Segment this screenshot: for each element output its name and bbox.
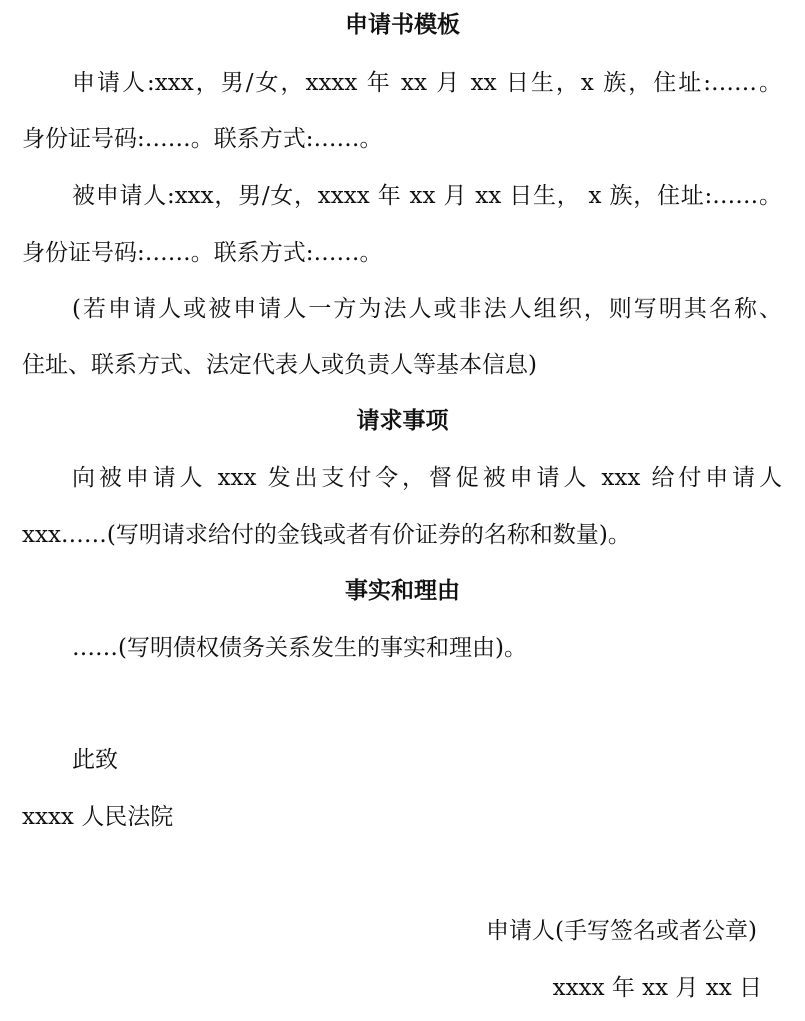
claims-line-1: 向被申请人 xxx 发出支付令，督促被申请人 xxx 给付申请人	[72, 465, 782, 491]
applicant-line-2: 身份证号码:……。联系方式:……。	[22, 126, 383, 152]
claims-heading: 请求事项	[356, 408, 449, 434]
signer-line: 申请人(手写签名或者公章)	[486, 918, 757, 944]
respondent-line-1: 被申请人:xxx，男/女，xxxx 年 xx 月 xx 日生， x 族，住址:……。	[72, 183, 782, 209]
document-title: 申请书模板	[345, 12, 460, 38]
date-line: xxxx 年 xx 月 xx 日	[552, 975, 762, 1001]
claims-line-2: xxx……(写明请求给付的金钱或者有价证券的名称和数量)。	[22, 522, 631, 548]
facts-heading: 事实和理由	[345, 578, 460, 604]
facts-line-1: ……(写明债权债务关系发生的事实和理由)。	[72, 635, 527, 661]
note-line-2: 住址、联系方式、法定代表人或负责人等基本信息)	[22, 352, 537, 378]
respondent-line-2: 身份证号码:……。联系方式:……。	[22, 240, 383, 266]
note-line-1: (若申请人或被申请人一方为法人或非法人组织，则写明其名称、	[72, 296, 782, 322]
salutation: 此致	[72, 747, 118, 773]
court-name: xxxx 人民法院	[22, 804, 174, 830]
applicant-line-1: 申请人:xxx，男/女，xxxx 年 xx 月 xx 日生，x 族，住址:……。	[72, 70, 782, 96]
